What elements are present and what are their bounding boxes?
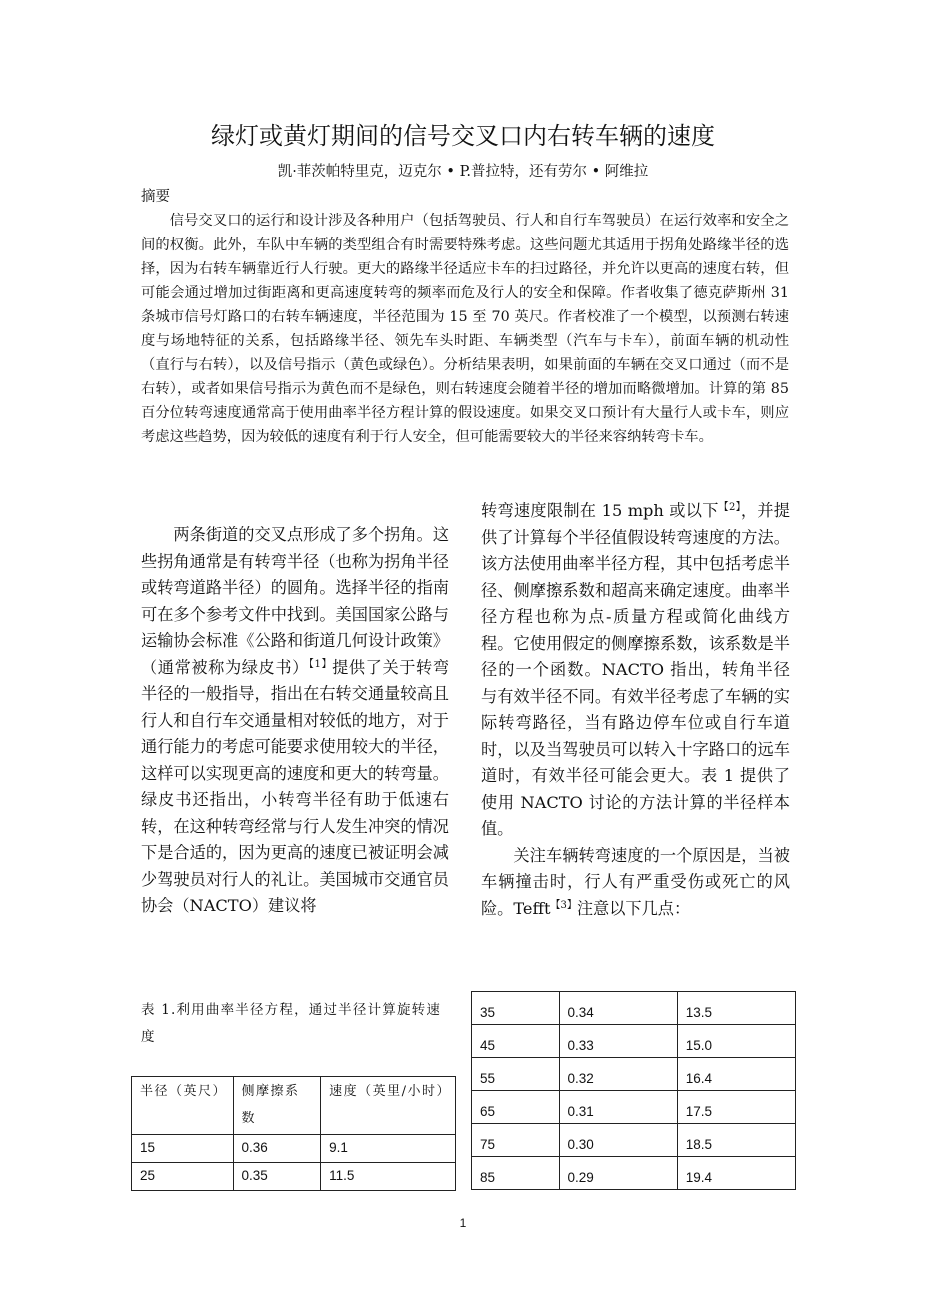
paper-title: 绿灯或黄灯期间的信号交叉口内右转车辆的速度 (211, 122, 715, 150)
table-header-cell: 侧摩擦系数 (233, 1077, 321, 1135)
table-cell: 11.5 (321, 1163, 456, 1191)
table-header-row (132, 1077, 456, 1135)
citation-ref: 【1】 (308, 658, 333, 670)
page-number: 1 (459, 1216, 467, 1230)
table-header-cell: 速度（英里/小时） (321, 1077, 456, 1135)
body-text: 关注车辆转弯速度的一个原因是，当被车辆撞击时，行人有严重受伤或死亡的风险。Tefft (481, 845, 790, 918)
table-cell: 19.4 (677, 1157, 795, 1190)
table-cell: 0.35 (233, 1163, 321, 1191)
table-cell: 0.32 (559, 1058, 677, 1091)
radius-table-part-2 (471, 991, 796, 1190)
table-cell: 45 (472, 1025, 560, 1058)
table-cell: 15.0 (677, 1025, 795, 1058)
authors: 凯·菲茨帕特里克，迈克尔 • P.普拉特，还有劳尔 • 阿维拉 (277, 164, 649, 180)
table-cell: 17.5 (677, 1091, 795, 1124)
table-caption: 表 1.利用曲率半径方程，通过半径计算旋转速度 (141, 1002, 442, 1045)
table-cell: 0.30 (559, 1124, 677, 1157)
table-row (132, 1135, 456, 1163)
table-row (472, 1058, 796, 1091)
table-cell: 65 (472, 1091, 560, 1124)
body-text: 注意以下几点： (576, 898, 691, 918)
body-left-column (141, 522, 449, 920)
body-text: ，并提供了计算每个半径值假设转弯速度的方法。该方法使用曲率半径方程，其中包括考虑半径、侧摩擦系数和超高来确定速度。曲率半径方程也称为点-质量方程或简化曲线方程。它使用假定的侧摩擦系数，该系数是半径的一个函数。NACTO 指出，转角半径与有效半径不同。有效半径考虑了车辆的实际转弯路径，当有路边停车位或自行车道时，以及当驾驶员可以转入十字路口的远车道时，有效半径可能会更大。表 1 提供了使用 NACTO 讨论的方法计算的半径样本值。 (481, 501, 790, 838)
body-text: 两条街道的交叉点形成了多个拐角。这些拐角通常是有转弯半径（也称为拐角半径或转弯道路半径）的圆角。选择半径的指南可在多个参考文件中找到。美国国家公路与运输协会标准《公路和街道几何设计政策》（通常被称为绿皮书） (141, 525, 449, 677)
table-row (472, 1025, 796, 1058)
table-cell: 18.5 (677, 1124, 795, 1157)
table-cell: 16.4 (677, 1058, 795, 1091)
table-row (472, 992, 796, 1025)
table-row (472, 1157, 796, 1190)
table-cell: 85 (472, 1157, 560, 1190)
table-cell: 0.31 (559, 1091, 677, 1124)
body-text: 提供了关于转弯半径的一般指导，指出在右转交通量较高且行人和自行车交通量相对较低的地方，对于通行能力的考虑可能要求使用较大的半径，这样可以实现更高的速度和更大的转弯量。绿皮书还指出，小转弯半径有助于低速右转，在这种转弯经常与行人发生冲突的情况下是合适的，因为更高的速度已被证明会减少驾驶员对行人的礼让。美国城市交通官员协会（NACTO）建议将 (141, 657, 450, 915)
table-header-cell: 半径（英尺） (132, 1077, 234, 1135)
paragraph (481, 843, 790, 923)
table-cell: 15 (132, 1135, 234, 1163)
table-cell: 55 (472, 1058, 560, 1091)
paragraph (481, 498, 790, 843)
table-cell: 0.34 (559, 992, 677, 1025)
table-cell: 0.36 (233, 1135, 321, 1163)
abstract-text: 信号交叉口的运行和设计涉及各种用户（包括驾驶员、行人和自行车驾驶员）在运行效率和安全之间的权衡。此外，车队中车辆的类型组合有时需要特殊考虑。这些问题尤其适用于拐角处路缘半径的选择，因为右转车辆靠近行人行驶。更大的路缘半径适应卡车的扫过路径，并允许以更高的速度右转，但可能会通过增加过街距离和更高速度转弯的频率而危及行人的安全和保障。作者收集了德克萨斯州 31 条城市信号灯路口的右转车辆速度，半径范围为 15 至 70 英尺。作者校准了一个模型，以预测右转速度与场地特征的关系，包括路缘半径、领先车头时距、车辆类型（汽车与卡车），前面车辆的机动性（直行与右转），以及信号指示（黄色或绿色）。分析结果表明，如果前面的车辆在交叉口通过（而不是右转），或者如果信号指示为黄色而不是绿色，则右转速度会随着半径的增加而略微增加。计算的第 85 百分位转弯速度通常高于使用曲率半径方程计算的假设速度。如果交叉口预计有大量行人或卡车，则应考虑这些趋势，因为较低的速度有利于行人安全，但可能需要较大的半径来容纳转弯卡车。 (141, 213, 789, 445)
table-cell: 13.5 (677, 992, 795, 1025)
abstract-heading: 摘要 (141, 189, 170, 205)
citation-ref: 【3】 (550, 899, 577, 911)
body-right-column (481, 498, 790, 922)
radius-table-part-1 (131, 1076, 456, 1191)
table-row (132, 1163, 456, 1191)
table-cell: 9.1 (321, 1135, 456, 1163)
table-cell: 75 (472, 1124, 560, 1157)
table-cell: 25 (132, 1163, 234, 1191)
citation-ref: 【2】 (718, 502, 741, 513)
body-text: 转弯速度限制在 15 mph 或以下 (481, 501, 719, 520)
table-cell: 0.29 (559, 1157, 677, 1190)
table-row (472, 1091, 796, 1124)
table-cell: 0.33 (559, 1025, 677, 1058)
table-cell: 35 (472, 992, 560, 1025)
table-row (472, 1124, 796, 1157)
